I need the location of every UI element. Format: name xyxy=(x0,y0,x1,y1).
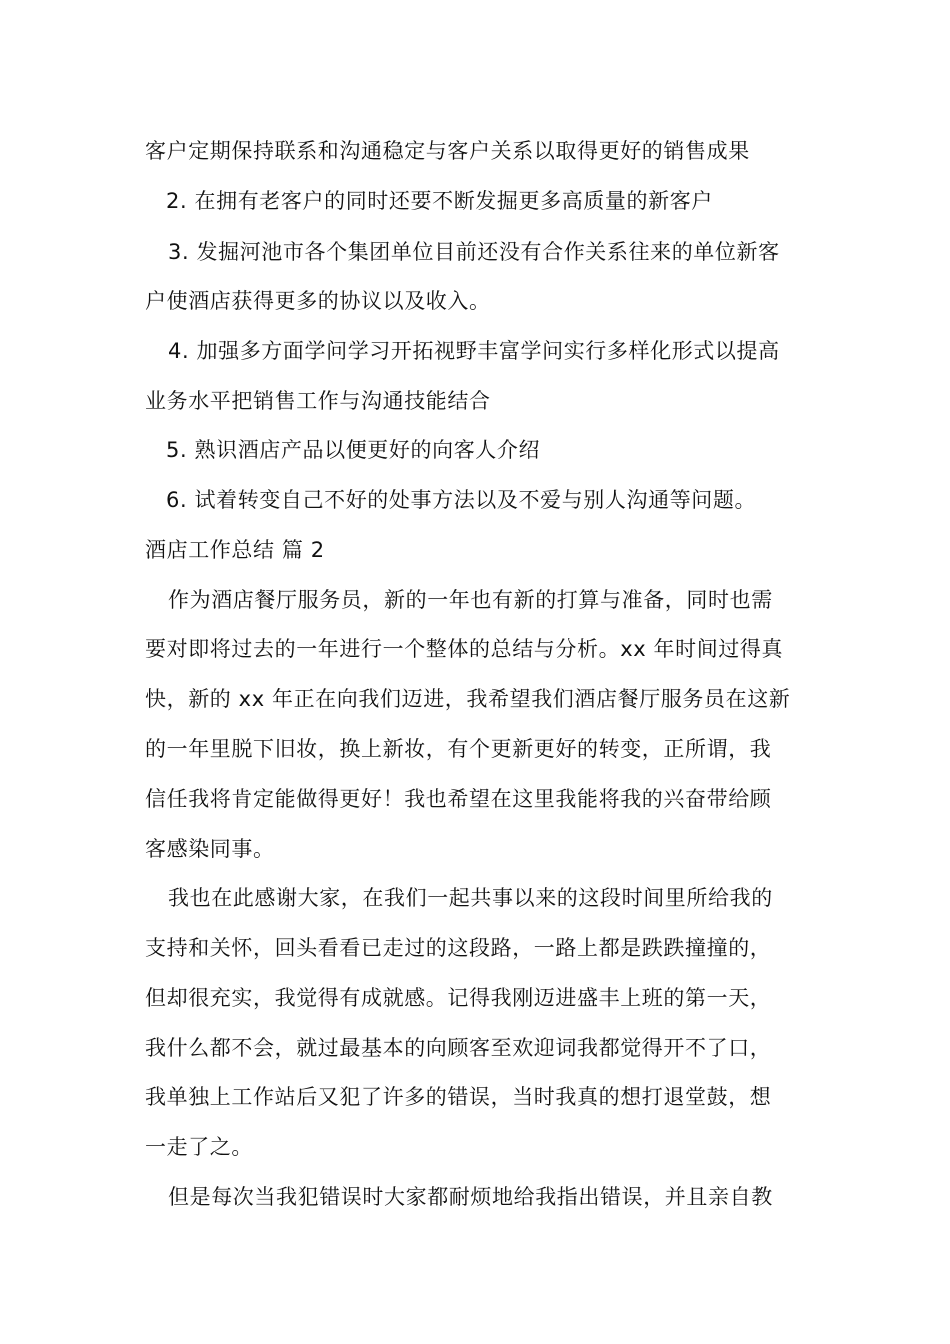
list-item-2: 2. 在拥有老客户的同时还要不断发掘更多高质量的新客户 xyxy=(166,189,713,213)
paragraph-2-line: 支持和关怀，回头看看已走过的这段路，一路上都是跌跌撞撞的， xyxy=(145,936,772,960)
paragraph-1-line: 要对即将过去的一年进行一个整体的总结与分析。xx 年时间过得真 xyxy=(145,637,784,661)
paragraph-2-line: 一走了之。 xyxy=(145,1135,253,1159)
list-item-4: 4. 加强多方面学问学习开拓视野丰富学问实行多样化形式以提高 xyxy=(168,339,780,363)
paragraph-2-line: 我也在此感谢大家，在我们一起共事以来的这段时间里所给我的 xyxy=(168,886,773,910)
paragraph-1-line: 信任我将肯定能做得更好！我也希望在这里我能将我的兴奋带给顾 xyxy=(145,787,772,811)
body-text-line: 业务水平把销售工作与沟通技能结合 xyxy=(145,389,491,413)
paragraph-1-line: 客感染同事。 xyxy=(145,837,275,861)
paragraph-1-line: 快，新的 xx 年正在向我们迈进，我希望我们酒店餐厅服务员在这新 xyxy=(145,687,791,711)
list-item-3: 3. 发掘河池市各个集团单位目前还没有合作关系往来的单位新客 xyxy=(168,240,780,264)
paragraph-3-line: 但是每次当我犯错误时大家都耐烦地给我指出错误，并且亲自教 xyxy=(168,1185,773,1209)
list-item-5: 5. 熟识酒店产品以便更好的向客人介绍 xyxy=(166,438,541,462)
paragraph-2-line: 我什么都不会，就过最基本的向顾客至欢迎词我都觉得开不了口， xyxy=(145,1036,772,1060)
paragraph-1-line: 的一年里脱下旧妆，换上新妆，有个更新更好的转变，正所谓，我 xyxy=(145,737,772,761)
paragraph-2-line: 但却很充实，我觉得有成就感。记得我刚迈进盛丰上班的第一天， xyxy=(145,986,772,1010)
paragraph-2-line: 我单独上工作站后又犯了许多的错误，当时我真的想打退堂鼓，想 xyxy=(145,1085,772,1109)
body-text-line: 客户定期保持联系和沟通稳定与客户关系以取得更好的销售成果 xyxy=(145,139,750,163)
paragraph-1-line: 作为酒店餐厅服务员，新的一年也有新的打算与准备，同时也需 xyxy=(168,588,773,612)
body-text-line: 户使酒店获得更多的协议以及收入。 xyxy=(145,289,491,313)
list-item-6: 6. 试着转变自己不好的处事方法以及不爱与别人沟通等问题。 xyxy=(166,488,757,512)
section-heading: 酒店工作总结 篇 2 xyxy=(145,538,325,562)
